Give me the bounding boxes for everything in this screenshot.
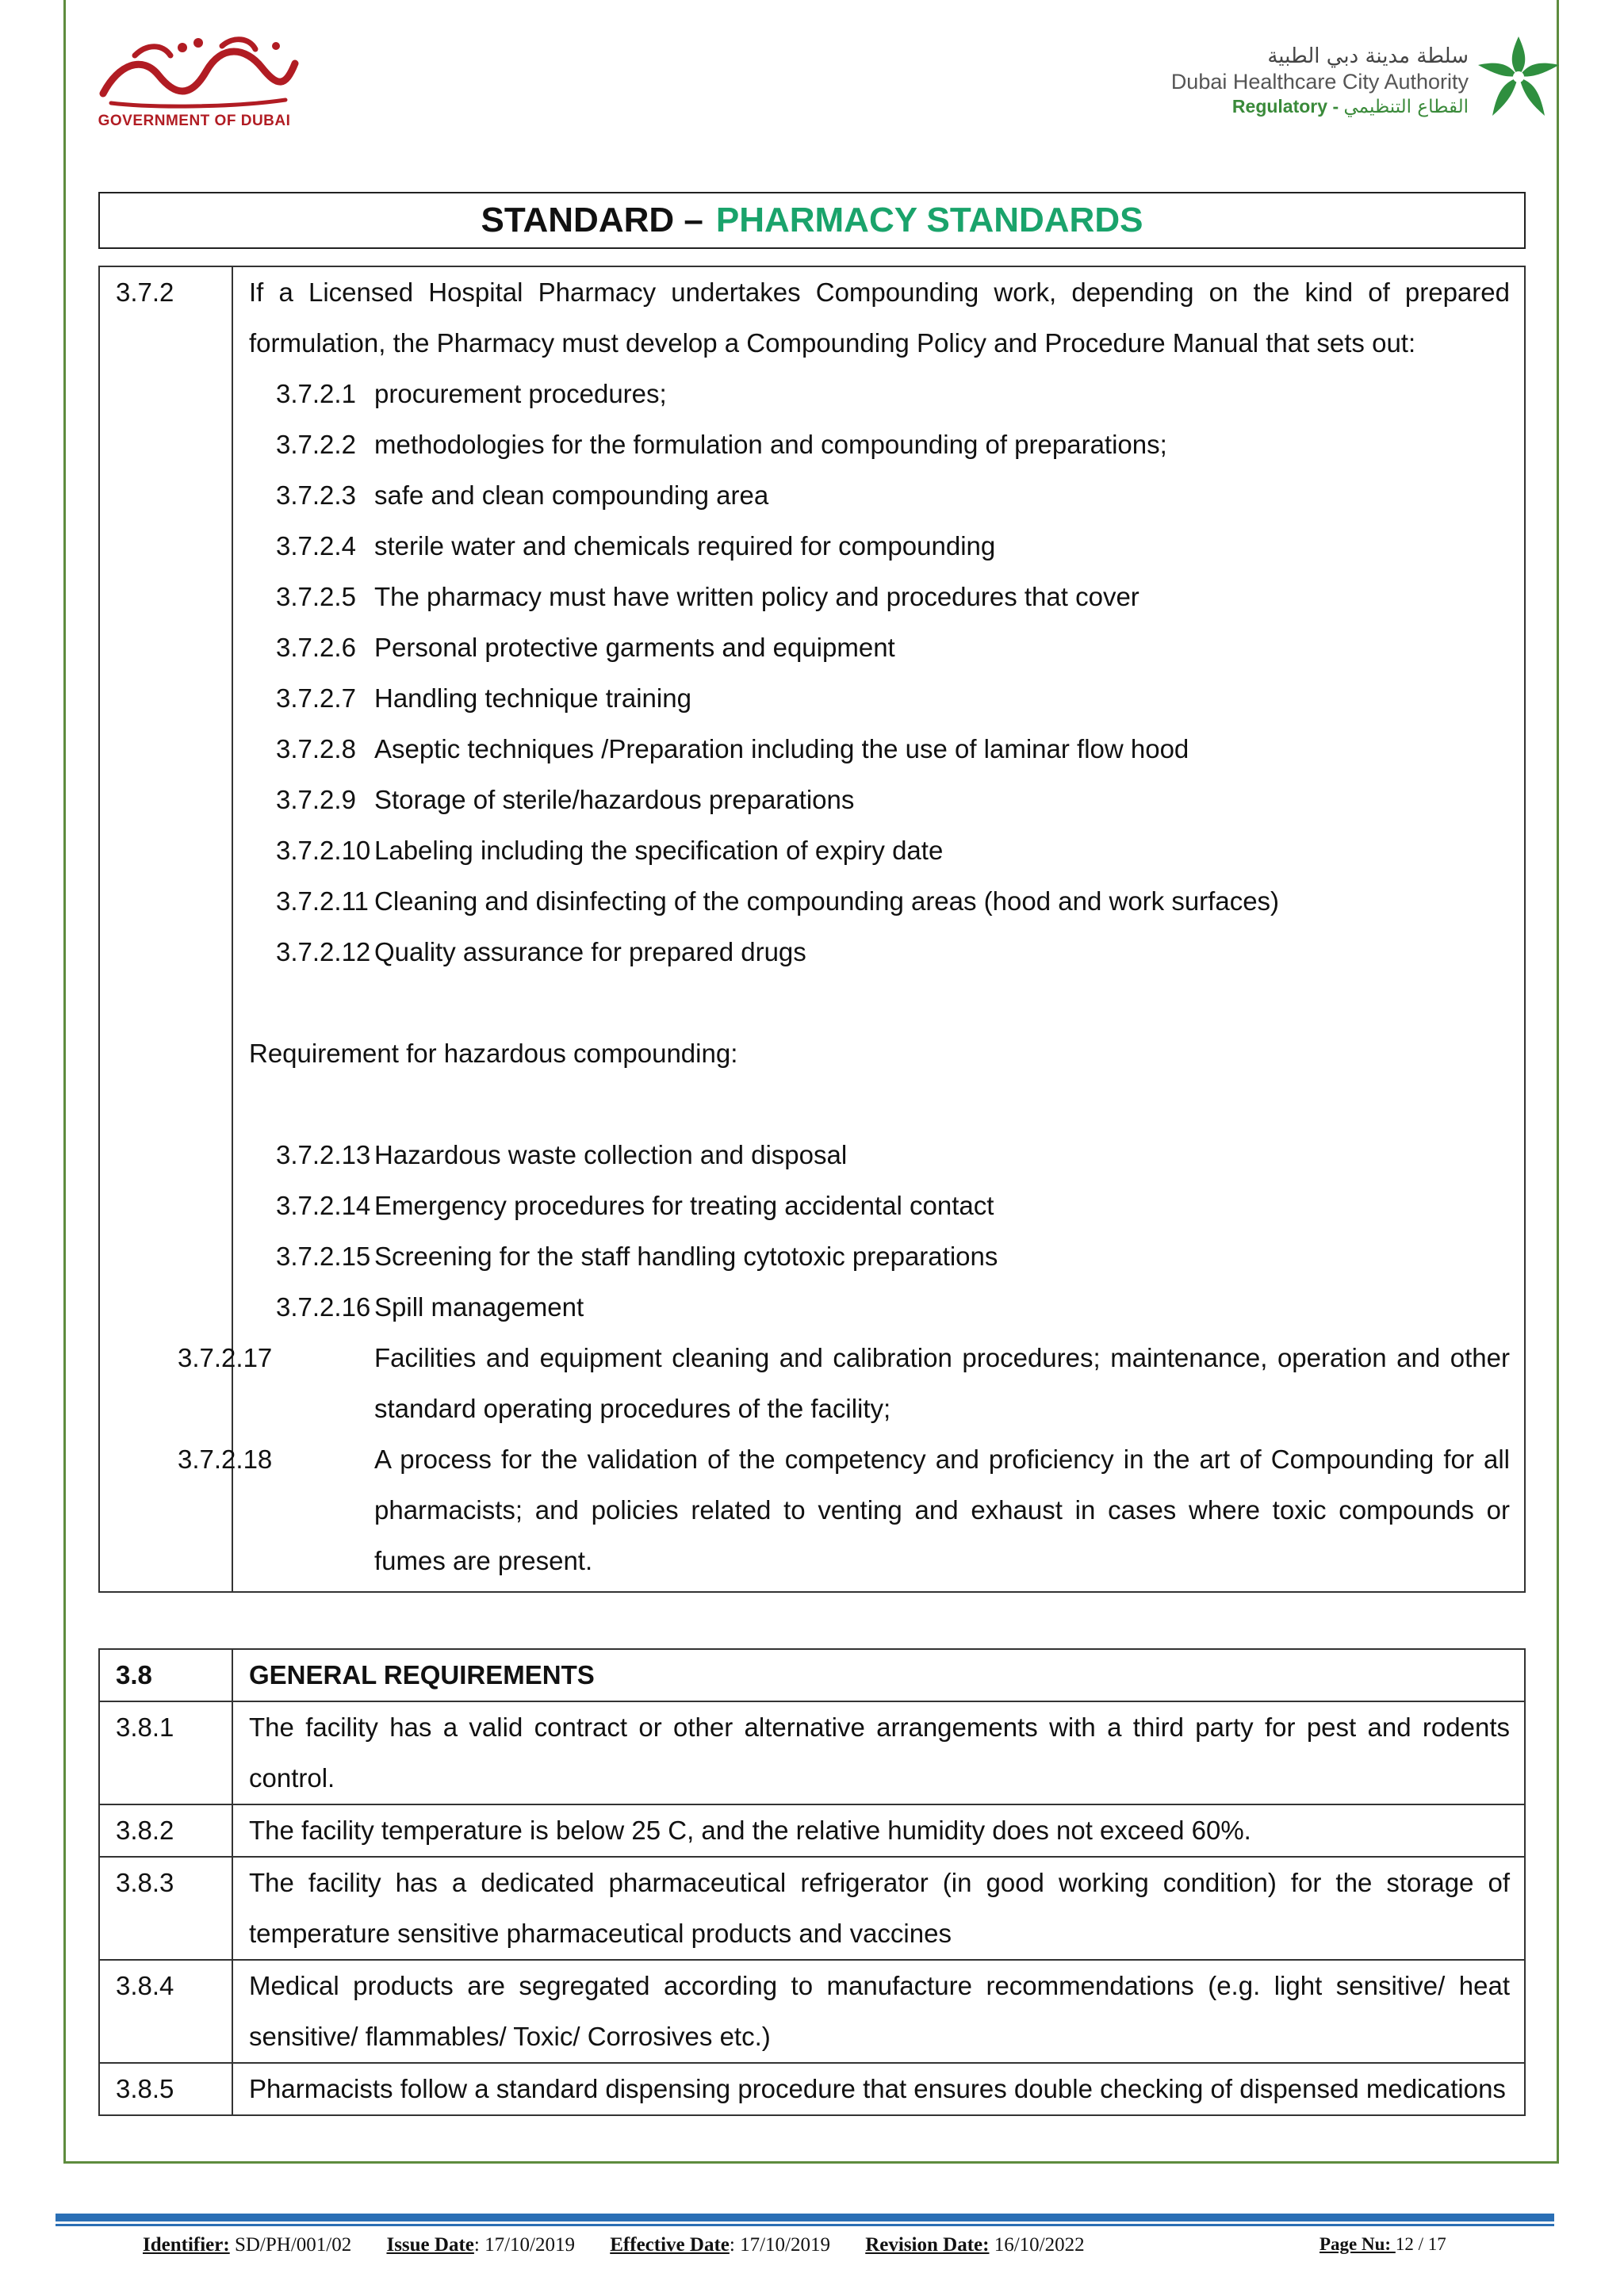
table-row: 3.8.1 The facility has a valid contract or other alternative arrangements with a third party for pest and rodents control. bbox=[99, 1701, 1525, 1804]
authority-name: Dubai Healthcare City Authority bbox=[1170, 70, 1469, 94]
table-row: 3.8.2 The facility temperature is below 25 C, and the relative humidity does not exceed 60%. bbox=[99, 1804, 1525, 1857]
government-logo-text: GOVERNMENT OF DUBAI bbox=[98, 113, 291, 129]
section-372-content bbox=[178, 266, 1525, 1592]
list-item: 3.7.2.15 Screening for the staff handling cytotoxic preparations bbox=[276, 1242, 998, 1271]
list-item: 3.7.2.5 The pharmacy must have written policy and procedures that cover bbox=[276, 582, 1139, 611]
footer-identifier: Identifier: SD/PH/001/02 bbox=[143, 2234, 352, 2256]
section-number: 3.8 bbox=[99, 1649, 232, 1701]
government-of-dubai-logo bbox=[87, 32, 301, 135]
title-prefix: STANDARD – bbox=[481, 201, 703, 239]
standard-title bbox=[98, 192, 1526, 249]
footer-issue-date: Issue Date: 17/10/2019 bbox=[386, 2234, 575, 2256]
list-item: 3.7.2.18 A process for the validation of the competency and proficiency in the art of Compounding for all pharmacists; and policies related to venting and exhaust in cases where toxic compounds or fumes are present. bbox=[178, 1445, 1510, 1575]
government-calligraphy-icon bbox=[87, 32, 301, 111]
table-row: 3.8.5 Pharmacists follow a standard dispensing procedure that ensures double checking of dispensed medications bbox=[99, 2063, 1525, 2115]
document-footer bbox=[143, 2234, 1491, 2256]
list-item: 3.7.2.11 Cleaning and disinfecting of the compounding areas (hood and work surfaces) bbox=[276, 886, 1280, 916]
list-item: 3.7.2.12 Quality assurance for prepared drugs bbox=[276, 937, 806, 966]
list-item: 3.7.2.17 Facilities and equipment cleaning and calibration procedures; maintenance, operation and other standard operating procedures of the facility; bbox=[178, 1343, 1510, 1423]
hazard-heading: Requirement for hazardous compounding: bbox=[249, 1039, 738, 1068]
table-row bbox=[99, 266, 1525, 1592]
list-item: 3.7.2.4 sterile water and chemicals required for compounding bbox=[276, 531, 996, 561]
table-row: 3.8.3 The facility has a dedicated pharmaceutical refrigerator (in good working condition) for the storage of temperature sensitive pharmaceutical products and vaccines bbox=[99, 1857, 1525, 1960]
table-row: 3.8.4 Medical products are segregated according to manufacture recommendations (e.g. light sensitive/ heat sensitive/ flammables/ Toxic/ Corrosives etc.) bbox=[99, 1960, 1525, 2063]
list-item: 3.7.2.9 Storage of sterile/hazardous preparations bbox=[276, 785, 855, 814]
section-372-intro: If a Licensed Hospital Pharmacy undertakes Compounding work, depending on the kind of prepared formulation, the Pharmacy must develop a Compounding Policy and Procedure Manual that sets out: bbox=[249, 277, 1510, 358]
dhca-star-icon bbox=[1475, 33, 1562, 122]
list-item: 3.7.2.7 Handling technique training bbox=[276, 683, 691, 713]
section-number: 3.7.2 bbox=[99, 266, 232, 1592]
footer-revision-date: Revision Date: 16/10/2022 bbox=[865, 2234, 1085, 2256]
section-38-table bbox=[98, 1648, 1526, 2116]
authority-unit-arabic: القطاع التنظيمي bbox=[1343, 97, 1469, 117]
list-item: 3.7.2.3 safe and clean compounding area bbox=[276, 480, 769, 510]
list-item: 3.7.2.2 methodologies for the formulation and compounding of preparations; bbox=[276, 430, 1167, 459]
list-item: 3.7.2.13 Hazardous waste collection and disposal bbox=[276, 1140, 848, 1169]
items-b-list bbox=[178, 1130, 1510, 1586]
table-header-row bbox=[99, 1649, 1525, 1701]
footer-rule-thin bbox=[56, 2224, 1554, 2226]
list-item: 3.7.2.16 Spill management bbox=[276, 1292, 584, 1322]
list-item: 3.7.2.10 Labeling including the specification of expiry date bbox=[276, 836, 944, 865]
footer-page-number: Page Nu: 12 / 17 bbox=[1320, 2234, 1446, 2254]
authority-arabic-name: سلطة مدينة دبي الطبية bbox=[1267, 44, 1469, 68]
dhca-logo bbox=[1118, 33, 1562, 128]
list-item: 3.7.2.1 procurement procedures; bbox=[276, 379, 667, 408]
list-item: 3.7.2.14 Emergency procedures for treating accidental contact bbox=[276, 1191, 994, 1220]
section-372-table bbox=[98, 266, 1526, 1593]
items-a-list bbox=[249, 369, 1510, 978]
list-item: 3.7.2.8 Aseptic techniques /Preparation including the use of laminar flow hood bbox=[276, 734, 1189, 763]
section-heading: GENERAL REQUIREMENTS bbox=[232, 1649, 1525, 1701]
title-name: PHARMACY STANDARDS bbox=[715, 201, 1143, 239]
authority-unit: Regulatory - bbox=[1231, 96, 1339, 117]
footer-rule-thick bbox=[56, 2214, 1554, 2221]
footer-effective-date: Effective Date: 17/10/2019 bbox=[610, 2234, 830, 2256]
list-item: 3.7.2.6 Personal protective garments and equipment bbox=[276, 633, 895, 662]
